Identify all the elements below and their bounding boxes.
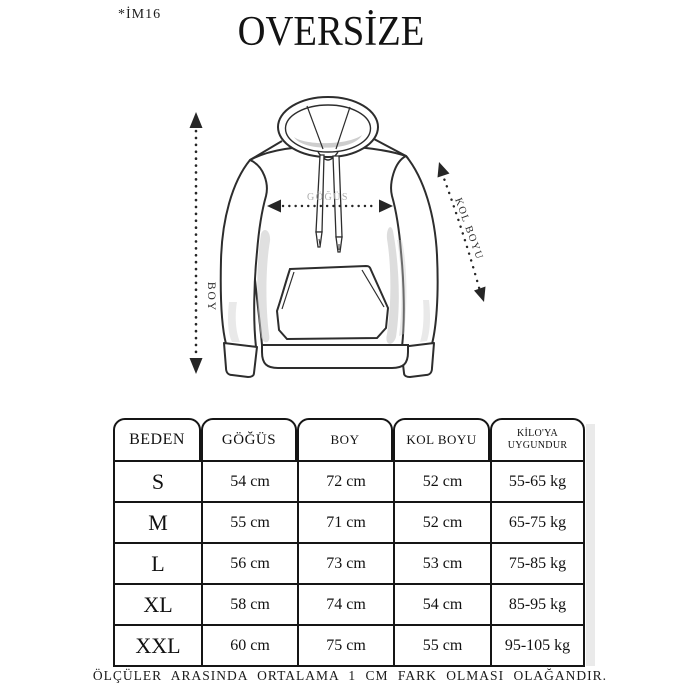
length-arrow bbox=[190, 112, 218, 374]
table-cell-sleeve: 52 cm bbox=[393, 462, 490, 503]
table-header-gogus: GÖĞÜS bbox=[201, 418, 297, 462]
table-cell-length: 74 cm bbox=[297, 585, 393, 626]
product-code: *İM16 bbox=[118, 7, 162, 22]
table-cell-size: M bbox=[113, 503, 201, 544]
table-cell-weight: 55-65 kg bbox=[490, 462, 585, 503]
kangaroo-pocket bbox=[277, 266, 388, 339]
table-cell-weight: 75-85 kg bbox=[490, 544, 585, 585]
table-cell-sleeve: 54 cm bbox=[393, 585, 490, 626]
sleeve-arrow bbox=[438, 162, 486, 302]
table-cell-size: XXL bbox=[113, 626, 201, 667]
hoodie-diagram bbox=[170, 80, 500, 390]
table-header-kol-boyu: KOL BOYU bbox=[393, 418, 490, 462]
length-label: BOY bbox=[205, 281, 217, 313]
table-cell-chest: 58 cm bbox=[201, 585, 297, 626]
table-cell-sleeve: 53 cm bbox=[393, 544, 490, 585]
table-cell-length: 71 cm bbox=[297, 503, 393, 544]
table-header-kiloya-uygundur: KİLO'YA UYGUNDUR bbox=[490, 418, 585, 462]
table-cell-weight: 85-95 kg bbox=[490, 585, 585, 626]
table-header-beden: BEDEN bbox=[113, 418, 201, 462]
chest-label: GÖĞÜS bbox=[307, 192, 349, 203]
table-cell-size: L bbox=[113, 544, 201, 585]
table-header-boy: BOY bbox=[297, 418, 393, 462]
table-cell-chest: 56 cm bbox=[201, 544, 297, 585]
table-cell-size: S bbox=[113, 462, 201, 503]
table-cell-sleeve: 55 cm bbox=[393, 626, 490, 667]
table-cell-size: XL bbox=[113, 585, 201, 626]
table-cell-weight: 65-75 kg bbox=[490, 503, 585, 544]
table-cell-length: 75 cm bbox=[297, 626, 393, 667]
size-chart-table bbox=[113, 418, 585, 667]
hem-band bbox=[262, 345, 408, 368]
table-cell-length: 73 cm bbox=[297, 544, 393, 585]
table-cell-length: 72 cm bbox=[297, 462, 393, 503]
table-cell-sleeve: 52 cm bbox=[393, 503, 490, 544]
table-cell-chest: 54 cm bbox=[201, 462, 297, 503]
scan-artifact bbox=[586, 424, 595, 666]
table-cell-chest: 60 cm bbox=[201, 626, 297, 667]
table-cell-weight: 95-105 kg bbox=[490, 626, 585, 667]
table-cell-chest: 55 cm bbox=[201, 503, 297, 544]
sleeve-label: KOL BOYU bbox=[452, 196, 485, 262]
page-title: OVERSİZE bbox=[237, 9, 425, 55]
footnote-text: ÖLÇÜLER ARASINDA ORTALAMA 1 CM FARK OLMASI OLAĞANDIR. bbox=[92, 668, 608, 683]
